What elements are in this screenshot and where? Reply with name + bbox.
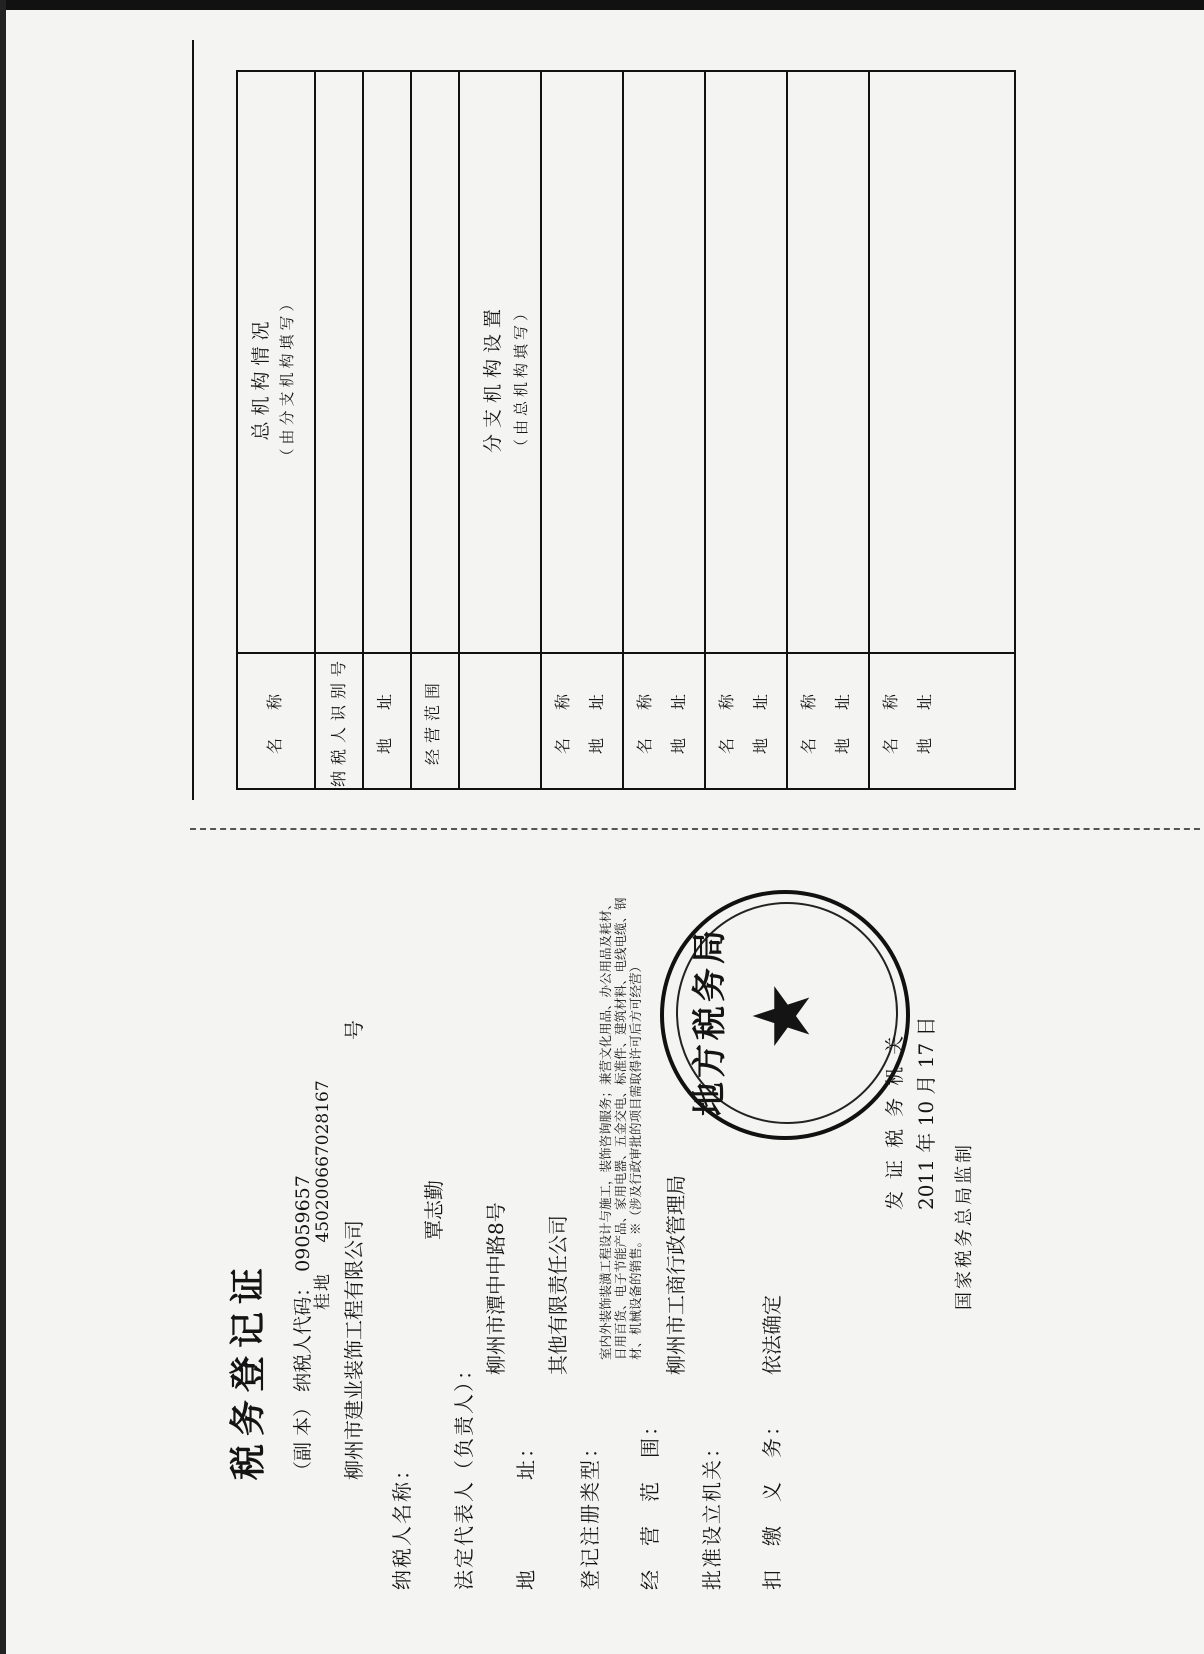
head-section-title: 总机构情况 [250, 315, 272, 441]
branch-row-1-address: 地 址 [587, 688, 606, 755]
taxpayer-name-label: 纳税人名称： [390, 1458, 414, 1590]
branch-table [236, 70, 1016, 790]
table-row [362, 72, 364, 788]
branch-section-title: 分支机构设置 [482, 303, 504, 454]
seal-text: 地方税务局 [690, 926, 730, 1116]
footer-supervision: 国家税务总局监制 [954, 1142, 975, 1310]
head-row-scope-label: 经营范围 [423, 677, 442, 766]
table-row [314, 72, 316, 788]
branch-row-1-name: 名 称 [553, 688, 572, 755]
date-day: 17 [914, 1042, 938, 1069]
scope-value: 室内外装饰装潢工程设计与施工，装饰咨询服务；兼营文化用品、办公用品及耗材、日用百货、电子节能产品、家用电器、五金交电、标准件、建筑材料、电线电缆、钢材、机械设备的销售。※（涉及行政审批的项目需取得许可后方可经营） [598, 897, 643, 1360]
address-label: 地 址： [514, 1436, 538, 1590]
head-row-name-label: 名 称 [265, 688, 284, 755]
certificate-title: 税务登记证 [227, 1259, 269, 1480]
tax-id-prefix: 桂地 [313, 1272, 333, 1310]
approval-label: 批准设立机关： [700, 1436, 724, 1590]
hao-mark: 号 [342, 1020, 366, 1040]
branch-row-5-address: 地 址 [915, 688, 934, 755]
tax-id-value-1: 09059657 [292, 1175, 314, 1272]
date-day-suffix: 日 [914, 1016, 938, 1037]
tax-id-value-2: 450200667028167 [313, 1080, 333, 1243]
table-row [868, 72, 870, 788]
top-rule [192, 40, 194, 800]
branch-row-2-address: 地 址 [669, 688, 688, 755]
table-row [786, 72, 788, 788]
approval-value: 柳州市工商行政管理局 [664, 1175, 688, 1375]
taxpayer-name: 柳州市建业装饰工程有限公司 [342, 1220, 366, 1480]
branch-row-5-name: 名 称 [881, 688, 900, 755]
reg-type-value: 其他有限责任公司 [546, 1215, 570, 1375]
branch-row-2-name: 名 称 [635, 688, 654, 755]
branch-row-4-address: 地 址 [833, 688, 852, 755]
issue-date [910, 1016, 939, 1210]
head-section-note: （由分支机构填写） [278, 292, 296, 464]
head-row-taxid-label: 纳税人识别号 [329, 655, 348, 788]
reg-type-label: 登记注册类型： [578, 1436, 602, 1590]
scope-label: 经 营 范 围： [638, 1414, 662, 1590]
table-row [704, 72, 706, 788]
table-row [622, 72, 624, 788]
address-value: 柳州市潭中中路8号 [484, 1202, 508, 1375]
branch-row-3-name: 名 称 [717, 688, 736, 755]
official-seal [660, 890, 910, 1140]
copy-label: （副 本） [292, 1397, 314, 1480]
legal-rep-value: 覃志勤 [422, 1180, 446, 1240]
date-month: 10 [914, 1100, 938, 1127]
scan-edge-top [0, 0, 1204, 10]
certificate-main [190, 840, 1204, 1620]
date-year: 2011 [914, 1159, 938, 1210]
tax-id-label: 纳税人代码： [292, 1277, 314, 1392]
branch-section-note: （由总机构填写） [512, 302, 530, 455]
withholding-value: 依法确定 [760, 1295, 784, 1375]
branch-row-3-address: 地 址 [751, 688, 770, 755]
fold-line [190, 828, 1204, 830]
table-row [540, 72, 542, 788]
tax-id-line-2 [308, 1080, 333, 1310]
certificate-rotated [190, 20, 1204, 1620]
head-row-address-label: 地 址 [375, 688, 394, 755]
withholding-label: 扣 缴 义 务： [760, 1414, 784, 1590]
table-row [458, 72, 460, 788]
star-icon: ★ [738, 981, 828, 1051]
date-month-suffix: 月 [914, 1074, 938, 1095]
issuer-label: 发 证 税 务 机 关 [884, 1032, 906, 1210]
date-year-suffix: 年 [914, 1132, 938, 1153]
legal-rep-label: 法定代表人（负责人）： [452, 1358, 476, 1590]
branch-row-4-name: 名 称 [799, 688, 818, 755]
table-row [410, 72, 412, 788]
scan-edge-left [0, 0, 6, 1654]
